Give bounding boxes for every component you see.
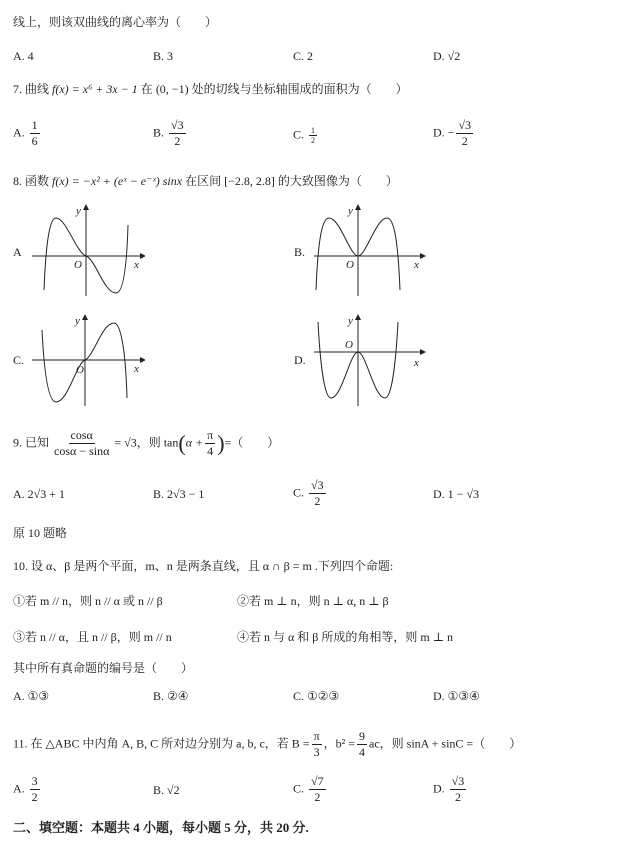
option-label: D. <box>433 487 445 501</box>
q10-option-c: C. ①②③ <box>293 689 340 703</box>
q8-number: 8. <box>13 174 22 188</box>
q11-text: ，b² = <box>323 736 355 751</box>
q11-text: ac，则 sinA + sinC =（ ） <box>369 736 522 751</box>
numerator: cosα <box>70 428 93 442</box>
q7-option-b <box>153 118 188 149</box>
q8-function: f(x) = −x² + (eˣ − e⁻ˣ) sinx <box>52 174 183 188</box>
origin-label: O <box>345 339 353 351</box>
y-arrow-icon <box>83 204 89 210</box>
q9-text: =（ ） <box>224 435 280 450</box>
x-label: x <box>134 259 139 271</box>
q6-option-b: B. 3 <box>153 49 174 63</box>
x-label: x <box>414 259 419 271</box>
numerator: √3 <box>311 478 324 492</box>
q10-option-d: D. ①③④ <box>433 689 480 703</box>
option-value: √2 <box>167 783 180 797</box>
denominator: 2 <box>314 790 321 804</box>
numerator: π <box>207 428 214 442</box>
origin-label: O <box>74 259 82 271</box>
q6-stem: 线上，则该双曲线的离心率为（ ） <box>13 15 218 29</box>
option-label: A. <box>13 125 25 140</box>
denominator: 4 <box>359 745 365 759</box>
option-label: C. <box>293 127 305 142</box>
q10-stem: 10. 设 α、β 是两个平面，m、n 是两条直线，且 α ∩ β = m .下列四个命题: <box>13 559 394 573</box>
q8-interval: [−2.8, 2.8] <box>224 174 275 188</box>
denominator: 6 <box>31 134 38 148</box>
q11-option-b <box>153 782 180 798</box>
q8-text: 在区间 <box>185 174 222 188</box>
x-label: x <box>414 357 419 369</box>
q8-stem <box>13 173 398 189</box>
graph-c-label: C. <box>13 353 25 367</box>
denominator: 2 <box>174 134 181 148</box>
q9-text: 已知 <box>25 435 50 450</box>
y-label: y <box>76 205 81 217</box>
numerator: 3 <box>31 774 38 788</box>
y-arrow-icon <box>82 314 88 320</box>
q7-stem <box>13 81 408 97</box>
option-label: B. <box>153 125 165 140</box>
q9-option-c <box>293 478 328 509</box>
graph-b <box>312 200 427 300</box>
y-arrow-icon <box>355 204 361 210</box>
y-label: y <box>75 315 80 327</box>
q11-option-d <box>433 774 468 805</box>
numerator: π <box>313 729 320 743</box>
denominator: 2 <box>314 494 321 508</box>
numerator: √3 <box>458 118 472 132</box>
option-label: A. <box>13 781 25 796</box>
option-value: 1 − √3 <box>447 487 480 501</box>
graph-b-label: B. <box>294 245 306 259</box>
numerator: 1 <box>311 126 316 135</box>
denominator: 4 <box>207 444 214 458</box>
x-arrow-icon <box>420 349 426 355</box>
q6-option-d: D. √2 <box>433 49 461 63</box>
graph-c <box>30 310 145 410</box>
option-value: 2√3 − 1 <box>167 487 205 501</box>
origin-label: O <box>76 364 84 376</box>
q7-option-a <box>13 118 42 149</box>
q7-text: 曲线 <box>25 82 50 96</box>
q9-option-a <box>13 486 65 502</box>
q11-text: 11. 在 △ABC 中内角 A, B, C 所对边分别为 a, b, c，若 B = <box>13 736 310 751</box>
x-arrow-icon <box>140 253 145 259</box>
q10-prop-4: ④若 n 与 α 和 β 所成的角相等，则 m ⊥ n <box>237 630 454 644</box>
numerator: √3 <box>171 118 184 132</box>
numerator: √3 <box>451 774 465 788</box>
q11-option-a <box>13 774 42 805</box>
denominator: cosα − sinα <box>54 444 110 458</box>
denominator: 2 <box>311 136 316 145</box>
q8-text: 函数 <box>25 174 50 188</box>
option-value: 2√3 + 1 <box>27 487 66 501</box>
q9-stem: 9. 已知 $\frac{\cos\alpha}{\cos\alpha - \sin\alpha}$ = √3，则 tan(α + $\frac{\pi}{4}$ )=（ ） <box>13 428 280 458</box>
q7-text: 处的切线与坐标轴围成的面积为（ ） <box>191 82 408 96</box>
option-label: D. <box>433 125 445 140</box>
q10-option-b: B. ②④ <box>153 689 189 703</box>
x-arrow-icon <box>420 253 426 259</box>
numerator: √7 <box>311 774 324 788</box>
y-arrow-icon <box>355 314 361 320</box>
q10-prop-3: ③若 n // α，且 n // β，则 m // n <box>13 630 172 644</box>
numerator: 1 <box>31 118 38 132</box>
q7-option-c <box>293 126 319 145</box>
q6-option-c: C. 2 <box>293 49 314 63</box>
x-label: x <box>134 363 139 375</box>
q11-option-c <box>293 774 328 805</box>
option-label: D. <box>433 781 445 796</box>
graph-d <box>312 310 427 410</box>
option-label: A. <box>13 487 25 501</box>
origin-label: O <box>346 259 354 271</box>
minus-sign: − <box>447 125 455 140</box>
q7-function: f(x) = x⁶ + 3x − 1 <box>52 82 138 96</box>
q9-arg: α + <box>185 435 204 450</box>
denominator: 3 <box>313 745 320 759</box>
denominator: 2 <box>31 790 38 804</box>
denominator: 2 <box>461 134 468 148</box>
q6-option-a: A. 4 <box>13 49 34 63</box>
q7-point: (0, −1) <box>155 82 189 96</box>
q9-number: 9. <box>13 435 22 450</box>
x-arrow-icon <box>140 357 145 363</box>
option-label: B. <box>153 487 165 501</box>
q9-text: ，则 tan <box>136 435 179 450</box>
q7-text: 在 <box>140 82 153 96</box>
omitted-note: 原 10 题略 <box>13 526 68 540</box>
q8-text: 的大致图像为（ ） <box>277 174 398 188</box>
option-label: C. <box>293 485 305 500</box>
option-label: C. <box>293 781 305 796</box>
y-label: y <box>348 205 353 217</box>
q11-stem <box>13 729 521 760</box>
numerator: 9 <box>359 729 365 743</box>
q10-option-a: A. ①③ <box>13 689 50 703</box>
q10-prop-2: ②若 m ⊥ n，则 n ⊥ α, n ⊥ β <box>237 594 389 608</box>
q7-number: 7. <box>13 82 22 96</box>
y-label: y <box>348 315 353 327</box>
section-2-heading: 二、填空题：本题共 4 小题，每小题 5 分，共 20 分. <box>13 820 309 835</box>
graph-d-label: D. <box>294 353 306 367</box>
q9-option-b <box>153 486 204 502</box>
graph-a-label: A <box>13 245 22 259</box>
q10-prop-1: ①若 m // n，则 n // α 或 n // β <box>13 594 163 608</box>
q9-option-d <box>433 486 479 502</box>
denominator: 2 <box>454 790 461 804</box>
q7-option-d <box>433 118 475 149</box>
q10-question: 其中所有真命题的编号是（ ） <box>13 661 194 675</box>
graph-a <box>30 200 145 300</box>
q9-equals: = √3 <box>114 435 137 450</box>
option-label: B. <box>153 783 165 797</box>
